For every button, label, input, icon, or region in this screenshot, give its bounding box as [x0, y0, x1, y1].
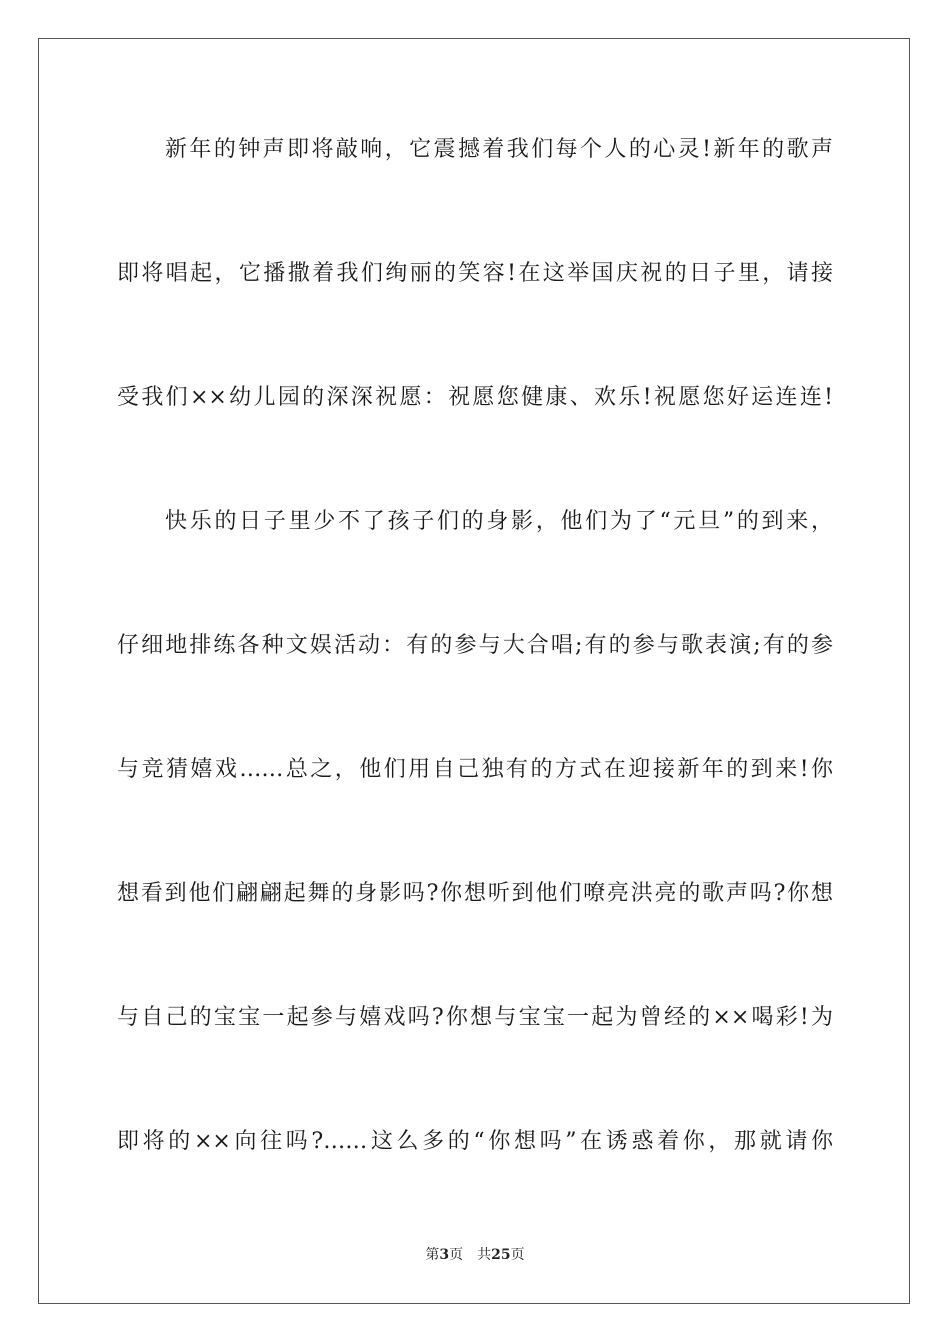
- total-prefix: 共: [477, 1247, 492, 1263]
- paragraph-2-line-3: 与竞猜嬉戏……总之，他们用自己独有的方式在迎接新年的到来!你: [117, 757, 833, 782]
- total-pages: 25: [491, 1247, 511, 1263]
- page-prefix: 第: [425, 1247, 440, 1263]
- paragraph-2-line-6: 即将的××向往吗?……这么多的“你想吗”在诱惑着你，那就请你: [117, 1129, 833, 1154]
- page-border: [38, 38, 910, 1304]
- paragraph-1-line-2: 即将唱起，它播撒着我们绚丽的笑容!在这举国庆祝的日子里，请接: [117, 261, 833, 286]
- paragraph-2-line-5: 与自己的宝宝一起参与嬉戏吗?你想与宝宝一起为曾经的××喝彩!为: [117, 1005, 833, 1030]
- page-footer: [0, 1246, 950, 1264]
- page-suffix: 页: [449, 1247, 464, 1263]
- page-number: 3: [439, 1247, 450, 1263]
- paragraph-1-line-3: 受我们××幼儿园的深深祝愿：祝愿您健康、欢乐!祝愿您好运连连!: [117, 385, 833, 410]
- paragraph-1-line-1: 新年的钟声即将敲响，它震撼着我们每个人的心灵!新年的歌声: [165, 137, 833, 162]
- total-suffix: 页: [510, 1247, 525, 1263]
- paragraph-2-line-4: 想看到他们翩翩起舞的身影吗?你想听到他们嘹亮洪亮的歌声吗?你想: [117, 881, 833, 906]
- paragraph-2-line-2: 仔细地排练各种文娱活动：有的参与大合唱;有的参与歌表演;有的参: [117, 633, 833, 658]
- paragraph-2-line-1: 快乐的日子里少不了孩子们的身影，他们为了“元旦”的到来，: [165, 509, 833, 534]
